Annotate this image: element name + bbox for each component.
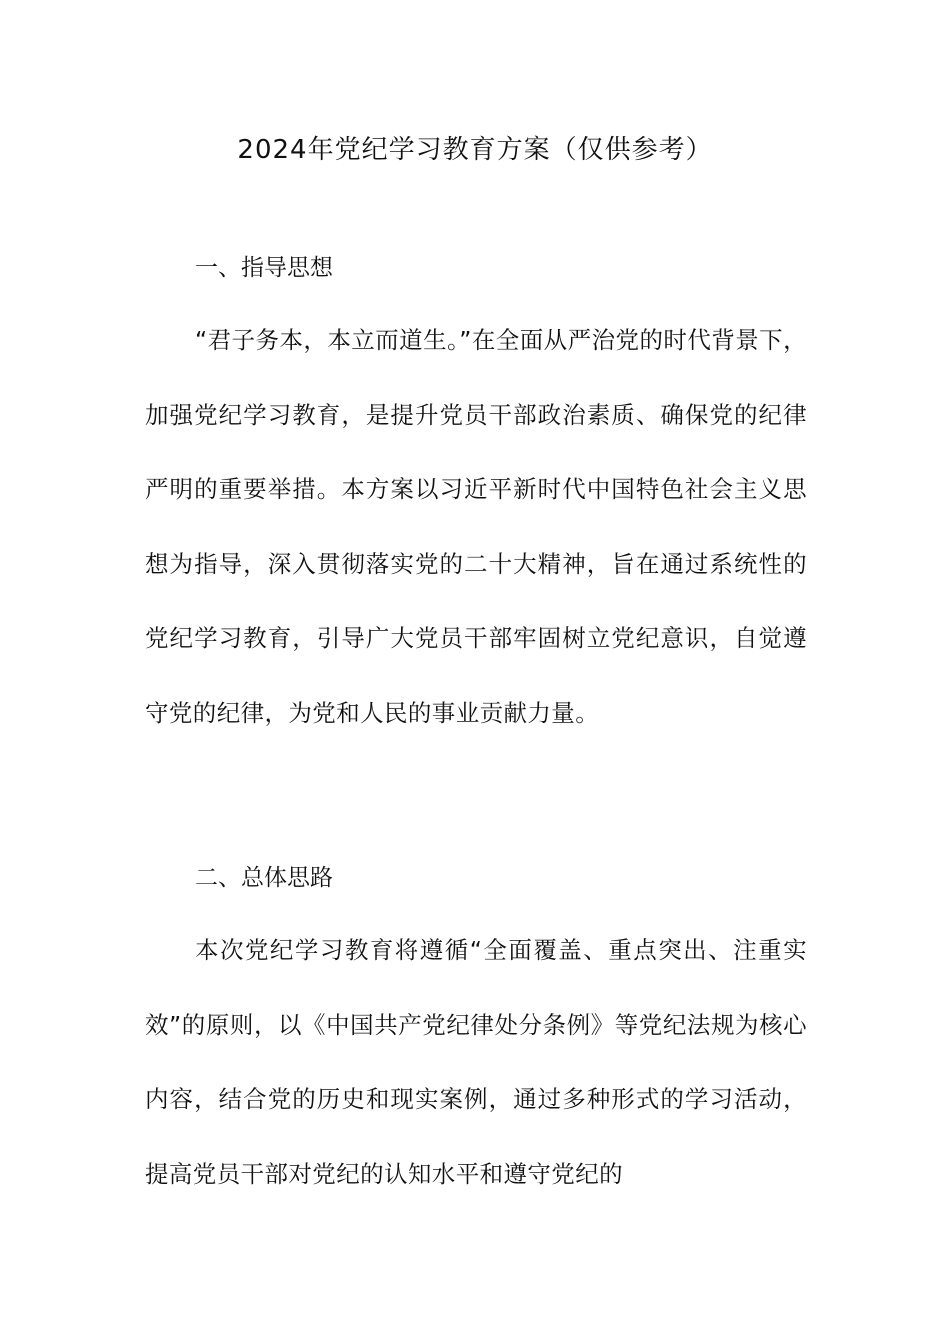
document-title: 2024年党纪学习教育方案（仅供参考）	[237, 135, 713, 165]
section-paragraph-guiding-ideology: “君子务本，本立而道生。”在全面从严治党的时代背景下，加强党纪学习教育，是提升党员干部政治素质、确保党的纪律严明的重要举措。本方案以习近平新时代中国特色社会主义思想为指导，深入贯彻落实党的二十大精神，旨在通过系统性的党纪学习教育，引导广大党员干部牢固树立党纪意识，自觉遵守党的纪律，为党和人民的事业贡献力量。	[145, 326, 807, 727]
section-heading-guiding-ideology: 一、指导思想	[195, 255, 333, 281]
section-paragraph-overall-approach: 本次党纪学习教育将遵循“全面覆盖、重点突出、注重实效”的原则，以《中国共产党纪律处分条例》等党纪法规为核心内容，结合党的历史和现实案例，通过多种形式的学习活动，提高党员干部对党纪的认知水平和遵守党纪的	[145, 936, 807, 1188]
section-heading-overall-approach: 二、总体思路	[195, 865, 333, 891]
